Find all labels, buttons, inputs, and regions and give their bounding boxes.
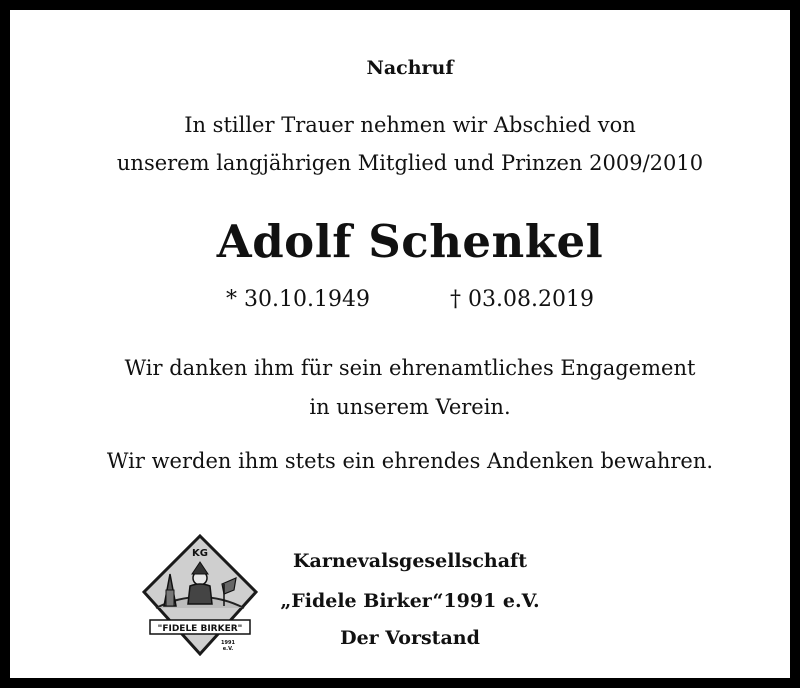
logo-church-body xyxy=(166,590,174,606)
obituary-heading: Nachruf xyxy=(366,57,454,79)
thanks-line-2: in unserem Verein. xyxy=(309,395,511,419)
logo-jester-body xyxy=(188,584,212,604)
deceased-name: Adolf Schenkel xyxy=(216,215,604,268)
thanks-line-1: Wir danken ihm für sein ehrenamtliches Engagement xyxy=(124,356,696,380)
logo-suffix-text: e.V. xyxy=(222,646,234,652)
death-date: † 03.08.2019 xyxy=(450,287,594,312)
remembrance-line: Wir werden ihm stets ein ehrendes Andenken bewahren. xyxy=(106,449,714,473)
birth-date: * 30.10.1949 xyxy=(226,287,370,312)
intro-line-2: unserem langjährigen Mitglied und Prinzen 2009/2010 xyxy=(116,151,704,175)
club-logo xyxy=(142,534,258,656)
intro-line-1: In stiller Trauer nehmen wir Abschied von xyxy=(184,113,636,137)
signature-line-2: „Fidele Birker“1991 e.V. xyxy=(280,590,540,612)
signature-line-3: Der Vorstand xyxy=(340,627,480,649)
signature-line-1: Karnevalsgesellschaft xyxy=(293,550,527,572)
logo-top-text: KG xyxy=(192,548,208,559)
logo-year-text: 1991 xyxy=(221,640,235,646)
logo-banner-text: "FIDELE BIRKER" xyxy=(157,624,243,634)
life-dates xyxy=(10,287,800,312)
